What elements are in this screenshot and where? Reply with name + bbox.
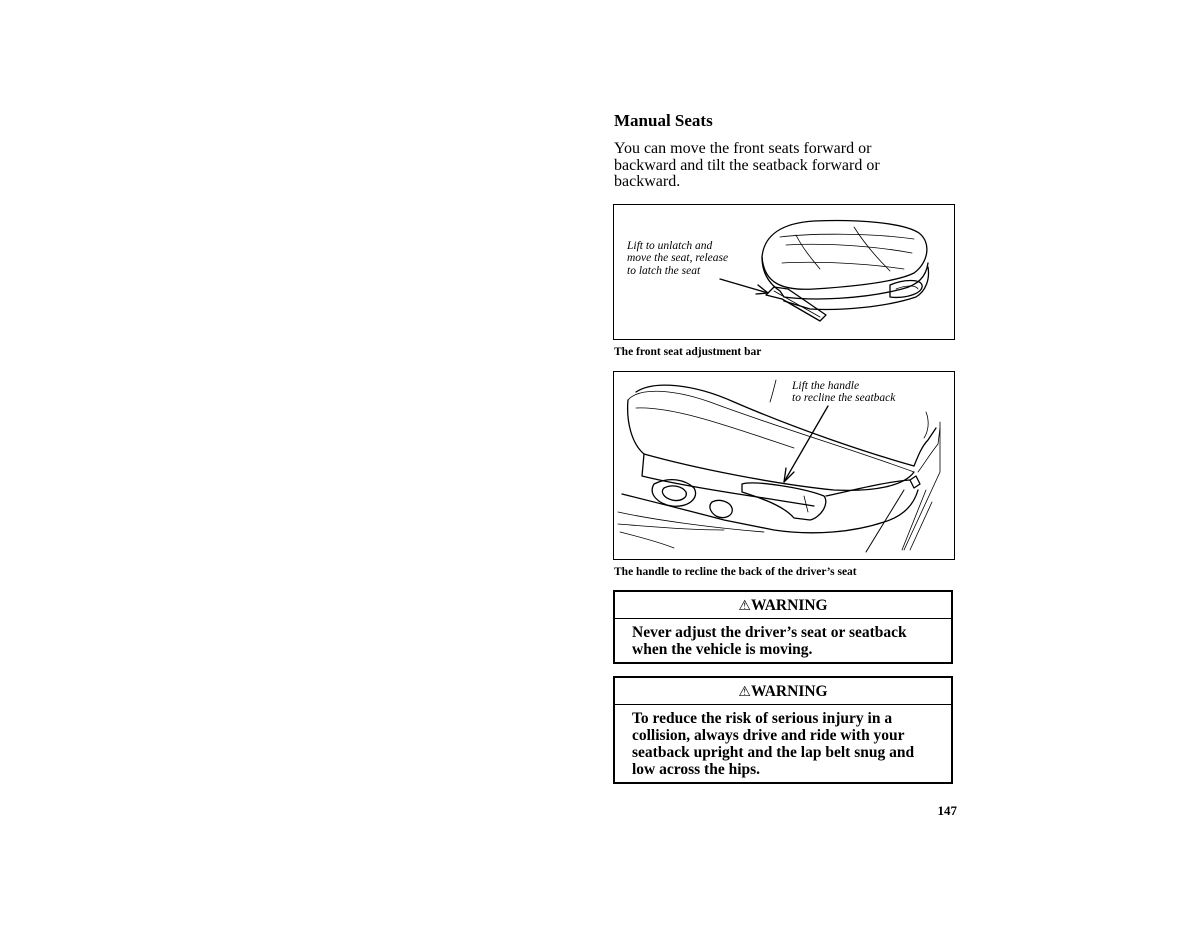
callout-line-3: to latch the seat [627,264,701,277]
section-title: Manual Seats [614,111,713,130]
recline-handle-illustration [613,371,955,560]
callout-line-2: to recline the seatback [792,392,896,404]
callout-line-1: Lift the handle [792,379,860,392]
seat-adjustment-bar-illustration [613,204,955,340]
callout-line-2: move the seat, release [627,252,729,264]
warning-triangle-icon: ⚠ [738,684,751,700]
figure-2-caption: The handle to recline the back of the driver’s seat [614,565,857,578]
figure-1-caption: The front seat adjustment bar [614,345,762,358]
callout-line-1: Lift to unlatch and [627,239,713,252]
manual-seats-section [613,110,959,784]
warning-title-text: WARNING [750,596,828,614]
page-number: 147 [937,803,957,818]
intro-paragraph: You can move the front seats forward or backward and tilt the seatback forward or backward. [614,140,880,190]
warning-title [615,592,951,619]
warning-box-2 [613,676,953,784]
seat-recline-drawing [614,372,954,559]
warning-triangle-icon: ⚠ [738,598,751,614]
warning-text: Never adjust the driver’s seat or seatback when the vehicle is moving. [632,623,907,658]
warning-title [615,678,951,705]
warning-title-text: WARNING [750,682,828,700]
warning-box-1 [613,590,953,664]
warning-text: To reduce the risk of serious injury in a collision, always drive and ride with your seatback upright and the lap belt snug and low across the hips. [632,709,915,778]
